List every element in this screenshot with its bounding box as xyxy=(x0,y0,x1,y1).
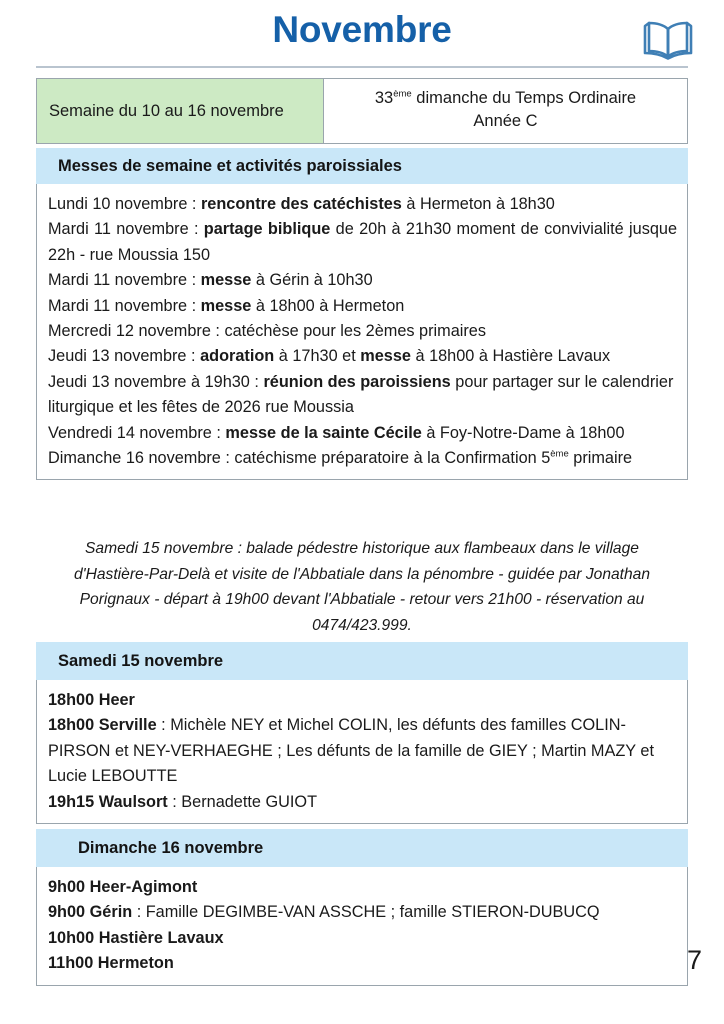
header-divider xyxy=(36,66,688,68)
sunday-liturgy-cell xyxy=(323,79,687,143)
section-body-weekday xyxy=(36,184,688,480)
sunday-label: dimanche du Temps Ordinaire xyxy=(411,89,637,107)
entry-jeudi-13-reunion: Jeudi 13 novembre à 19h30 : réunion des paroissiens pour partager sur le calendrier liturgique et les fêtes de 2026 rue Moussia xyxy=(48,372,674,417)
section-heading-sunday: Dimanche 16 novembre xyxy=(36,829,688,867)
section-saturday xyxy=(36,642,688,824)
entry-mardi-11-gerin: Mardi 11 novembre : messe à Gérin à 10h30 xyxy=(48,271,373,290)
entry-hastiere-lavaux: 10h00 Hastière Lavaux xyxy=(48,928,224,947)
liturgical-year: Année C xyxy=(473,112,538,130)
page-header xyxy=(0,0,724,62)
entry-serville: 18h00 Serville : Michèle NEY et Michel COLIN, les défunts des familles COLIN-PIRSON et NEY-VERHAEGHE ; Les défunts de la famille de GIEY ; Martin MAZY et Lucie LEBOUTTE xyxy=(48,716,654,786)
page-title: Novembre xyxy=(272,9,452,50)
special-event-notice: Samedi 15 novembre : balade pédestre historique aux flambeaux dans le village d'Hastière-Par-Delà et visite de l'Abbatiale dans la pénombre - guidée par Jonathan Porignaux - départ à 19h00 devant l'Abbatiale - retour vers 21h00 - réservation au 0474/423.999. xyxy=(73,540,651,634)
entry-mardi-11-hermeton: Mardi 11 novembre : messe à 18h00 à Hermeton xyxy=(48,296,405,315)
entry-mercredi-12: Mercredi 12 novembre : catéchèse pour les 2èmes primaires xyxy=(48,322,486,341)
section-heading-weekday: Messes de semaine et activités paroissiales xyxy=(36,148,688,184)
page-number: 7 xyxy=(686,945,702,975)
entry-lundi-10: Lundi 10 novembre : rencontre des catéchistes à Hermeton à 18h30 xyxy=(48,195,555,213)
section-weekday-masses xyxy=(36,148,688,480)
entry-jeudi-13-adoration: Jeudi 13 novembre : adoration à 17h30 et messe à 18h00 à Hastière Lavaux xyxy=(48,347,611,366)
entry-heer: 18h00 Heer xyxy=(48,691,135,709)
open-book-icon xyxy=(640,18,696,60)
section-sunday xyxy=(36,829,688,986)
entry-mardi-11-partage: Mardi 11 novembre : partage biblique de 20h à 21h30 moment de convivialité jusque 22h - rue Moussia 150 xyxy=(48,220,677,264)
section-heading-saturday: Samedi 15 novembre xyxy=(36,642,688,680)
section-body-sunday xyxy=(36,867,688,986)
week-summary-table xyxy=(36,78,688,144)
section-body-saturday xyxy=(36,680,688,824)
entry-dimanche-16-catechisme: Dimanche 16 novembre : catéchisme préparatoire à la Confirmation 5ème primaire xyxy=(48,448,633,468)
entry-heer-agimont: 9h00 Heer-Agimont xyxy=(48,878,198,896)
entry-vendredi-14: Vendredi 14 novembre : messe de la sainte Cécile à Foy-Notre-Dame à 18h00 xyxy=(48,423,625,442)
sunday-ordinal-suffix: ème xyxy=(393,88,412,100)
entry-gerin: 9h00 Gérin : Famille DEGIMBE-VAN ASSCHE ; famille STIERON-DUBUCQ xyxy=(48,903,600,922)
entry-waulsort: 19h15 Waulsort : Bernadette GUIOT xyxy=(48,792,318,811)
sunday-number: 33 xyxy=(374,89,394,107)
week-range-cell: Semaine du 10 au 16 novembre xyxy=(37,79,323,143)
entry-hermeton: 11h00 Hermeton xyxy=(48,954,174,973)
